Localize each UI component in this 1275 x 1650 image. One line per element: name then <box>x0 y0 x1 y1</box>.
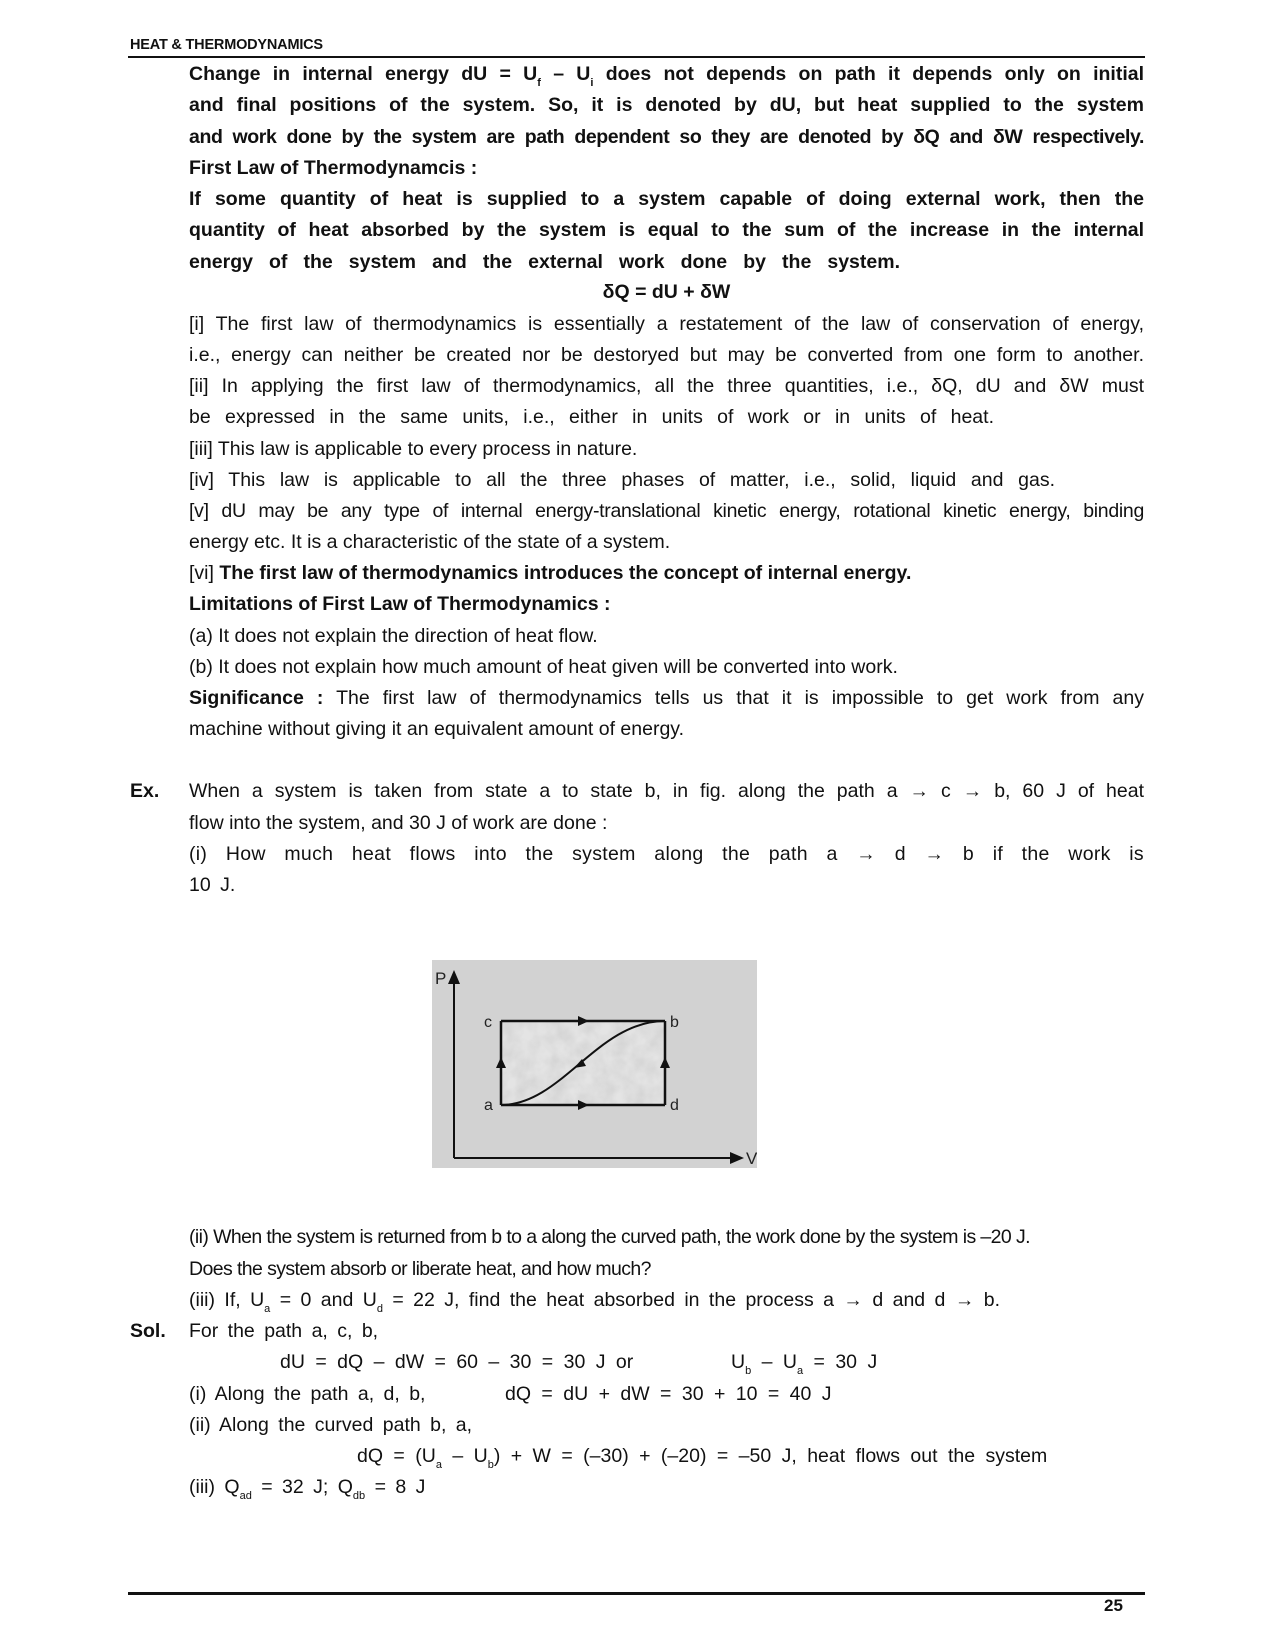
point-line: i.e., energy can neither be created nor be destoryed but may be converted from one form to another. <box>189 344 1144 366</box>
text: The first law of thermodynamics tells us that it is impossible to get work from any <box>323 687 1144 709</box>
text: (iii) Q <box>189 1476 240 1498</box>
p-axis-label: P <box>435 969 447 988</box>
pv-diagram <box>432 960 757 1168</box>
example-q3-line <box>189 1288 1144 1315</box>
example-line: When a system is taken from state a to state b, in fig. along the path a → c → b, 60 J of heat <box>189 780 1144 802</box>
first-law-heading: First Law of Thermodynamcis : <box>189 157 478 179</box>
first-law-statement-1: If some quantity of heat is supplied to a system capable of doing external work, then the <box>189 188 1144 210</box>
subscript: a <box>796 1365 804 1377</box>
v-axis-arrow-icon <box>730 1152 744 1164</box>
point-line: [iii] This law is applicable to every process in nature. <box>189 438 638 460</box>
example-line: (i) How much heat flows into the system along the path a → d → b if the work is <box>189 843 1144 865</box>
point-line: [iv] This law is applicable to all the three phases of matter, i.e., solid, liquid and gas. <box>189 469 1055 491</box>
subscript: b <box>745 1365 752 1377</box>
text: = 8 J <box>365 1476 426 1498</box>
point-c-label: c <box>484 1014 492 1031</box>
intro-line-3: and work done by the system are path dependent so they are denoted by δQ and δW respectively. <box>189 126 1144 148</box>
point-line: [i] The first law of thermodynamics is essentially a restatement of the law of conservation of energy, <box>189 313 1144 335</box>
significance-line-1 <box>189 686 1144 710</box>
solution-line-2a: dU = dQ – dW = 60 – 30 = 30 J or <box>280 1351 634 1373</box>
text: = 30 J <box>803 1351 878 1373</box>
footer-rule <box>128 1592 1145 1595</box>
example-label: Ex. <box>130 780 160 802</box>
subscript: i <box>590 77 594 86</box>
intro-line-2: and final positions of the system. So, it is denoted by dU, but heat supplied to the system <box>189 94 1144 116</box>
subscript: a <box>264 1303 271 1315</box>
text: = 32 J; Q <box>251 1476 353 1498</box>
subscript: d <box>376 1303 383 1315</box>
solution-line-1: For the path a, c, b, <box>189 1320 379 1342</box>
text: Change in internal energy dU = U <box>189 63 538 85</box>
solution-line-2b <box>731 1350 1275 1377</box>
first-law-equation: δQ = dU + δW <box>602 281 731 303</box>
running-header: HEAT & THERMODYNAMICS <box>130 37 323 53</box>
example-q2-line: Does the system absorb or liberate heat, and how much? <box>189 1258 651 1280</box>
solution-line-6 <box>189 1475 1144 1502</box>
text: – U <box>441 1445 488 1467</box>
point-a-label: a <box>484 1097 493 1114</box>
limitation-item: (b) It does not explain how much amount of heat given will be converted into work. <box>189 656 898 678</box>
text: U <box>731 1351 746 1373</box>
significance-line-2: machine without giving it an equivalent amount of energy. <box>189 718 685 740</box>
header-rule <box>128 56 1145 58</box>
point-line: [ii] In applying the first law of thermodynamics, all the three quantities, i.e., δQ, dU and δW must <box>189 375 1144 397</box>
text: (iii) If, U <box>189 1289 265 1311</box>
example-line: 10 J. <box>189 874 236 896</box>
text: does not depends on path it depends only on initial <box>593 63 1144 85</box>
text: ) + W = (–30) + (–20) = –50 J, heat flows out the system <box>493 1445 1048 1467</box>
point-line: [v] dU may be any type of internal energy-translational kinetic energy, rotational kinetic energy, binding <box>189 500 1144 522</box>
subscript: f <box>537 77 541 86</box>
text: The first law of thermodynamics introduces the concept of internal energy. <box>219 562 912 584</box>
solution-line-5 <box>357 1444 1275 1471</box>
pv-diagram-svg <box>432 960 757 1168</box>
significance-label: Significance : <box>189 687 324 709</box>
subscript: ad <box>239 1490 252 1502</box>
text: = 0 and U <box>270 1289 377 1311</box>
subscript: db <box>352 1490 366 1502</box>
limitations-heading: Limitations of First Law of Thermodynamics : <box>189 593 611 615</box>
subscript: a <box>435 1459 442 1471</box>
p-axis-arrow-icon <box>448 970 460 984</box>
subscript: b <box>487 1459 494 1471</box>
text: – U <box>751 1351 797 1373</box>
text: dQ = (U <box>357 1445 436 1467</box>
page-number: 25 <box>1104 1596 1123 1615</box>
example-line: flow into the system, and 30 J of work are done : <box>189 812 608 834</box>
point-b-label: b <box>670 1014 679 1031</box>
text: = 22 J, find the heat absorbed in the process a → d and d → b. <box>382 1289 1000 1311</box>
intro-line-1 <box>189 62 1144 86</box>
first-law-statement-3: energy of the system and the external work done by the system. <box>189 251 900 273</box>
v-axis-label: V <box>746 1149 757 1168</box>
solution-line-3b: dQ = dU + dW = 30 + 10 = 40 J <box>505 1383 832 1405</box>
solution-label: Sol. <box>130 1320 166 1342</box>
point-line: energy etc. It is a characteristic of the state of a system. <box>189 531 671 553</box>
solution-line-3a: (i) Along the path a, d, b, <box>189 1383 426 1405</box>
example-q2-line: (ii) When the system is returned from b to a along the curved path, the work done by the system is –20 J. <box>189 1226 1030 1248</box>
point-d-label: d <box>670 1097 679 1114</box>
point-vi <box>189 561 1144 585</box>
text: – U <box>540 63 591 85</box>
limitation-item: (a) It does not explain the direction of heat flow. <box>189 625 598 647</box>
point-line: be expressed in the same units, i.e., either in units of work or in units of heat. <box>189 406 994 428</box>
solution-line-4: (ii) Along the curved path b, a, <box>189 1414 473 1436</box>
first-law-statement-2: quantity of heat absorbed by the system is equal to the sum of the increase in the internal <box>189 219 1144 241</box>
text: [vi] <box>189 562 220 584</box>
